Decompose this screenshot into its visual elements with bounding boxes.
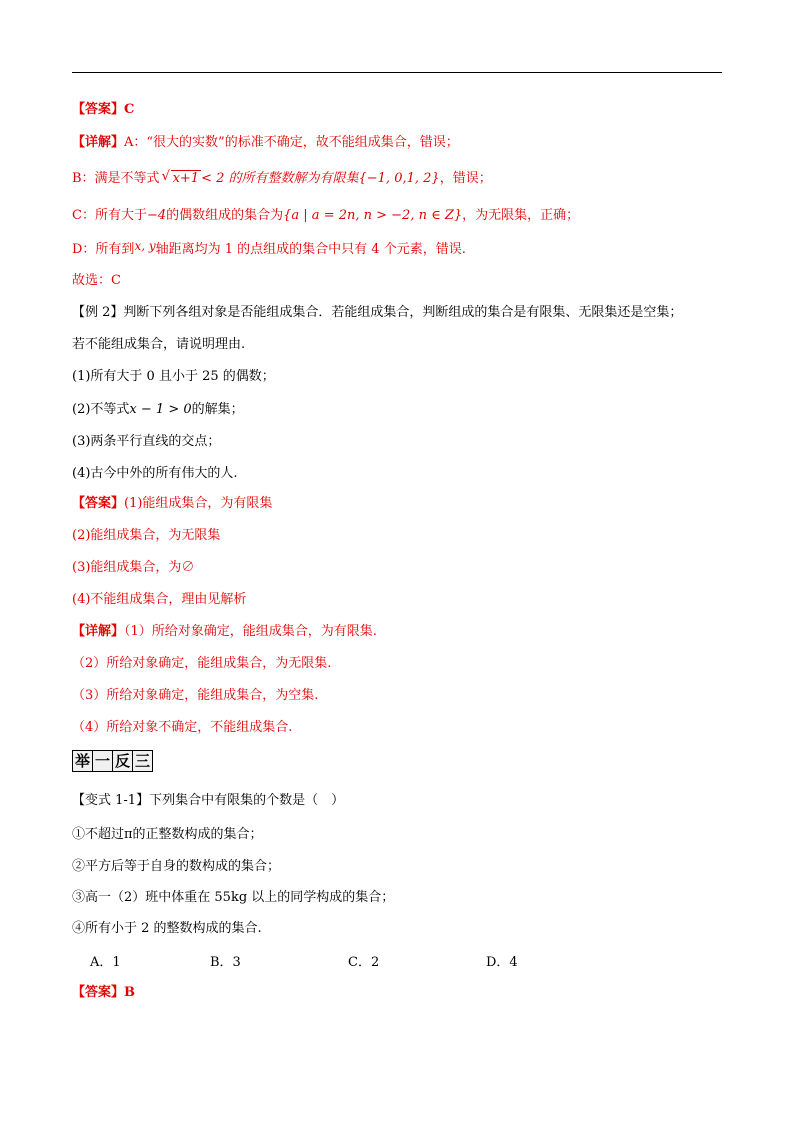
header-rule — [72, 72, 722, 73]
item-2-pre: (2)不等式 — [72, 402, 130, 417]
answer-2-line-4: (4)不能组成集合，理由见解析 — [72, 592, 247, 607]
detail-2-line-2: （2）所给对象确定，能组成集合，为无限集. — [72, 656, 332, 671]
answer-tag: 【答案】 — [72, 496, 125, 511]
variant-item-4: ④所有小于 2 的整数构成的集合. — [72, 921, 262, 936]
detail-1-c-pre: C：所有大于 — [72, 208, 147, 223]
answer-2-text-1: (1)能组成集合，为有限集 — [124, 496, 273, 511]
conclusion-1: 故选：C — [72, 273, 121, 288]
variant-question-text: 下列集合中有限集的个数是（ ） — [149, 793, 345, 808]
variant-item-1: ①不超过π的正整数构成的集合； — [72, 827, 263, 842]
detail-1-c-num: −4 — [146, 208, 167, 223]
answer-1 — [72, 101, 134, 119]
detail-1-b-mid: < 2 的所有整数解为有限集 — [201, 171, 359, 186]
example-2-line-1 — [72, 304, 682, 322]
variant-item-3: ③高一（2）班中体重在 55kg 以上的同学构成的集合； — [72, 890, 395, 905]
detail-2-line-4: （4）所给对象不确定，不能组成集合. — [72, 720, 293, 735]
detail-2-line-1 — [72, 623, 377, 641]
detail-1-b-pre: B：满是不等式 — [72, 171, 160, 186]
choice-c[interactable]: C．2 — [348, 955, 380, 970]
infinite-set: {a | a = 2n, n > −2, n ∈ Z} — [283, 208, 463, 223]
example-2-line-2: 若不能组成集合，请说明理由. — [72, 337, 246, 352]
finite-set: {−1, 0,1, 2} — [358, 171, 440, 186]
detail-1-b-post: ，错误； — [439, 171, 492, 186]
badge-char-2: 一 — [92, 750, 113, 772]
variant-item-2: ②平方后等于自身的数构成的集合； — [72, 859, 281, 874]
detail-2-text-1: （1）所给对象确定，能组成集合，为有限集. — [124, 624, 377, 639]
answer-tag: 【答案】 — [72, 102, 125, 117]
item-2-post: 的解集； — [191, 402, 244, 417]
answer-2-line-3: (3)能组成集合，为∅ — [72, 560, 195, 575]
detail-1-c-post: ，为无限集，正确； — [462, 208, 580, 223]
answer-2-line-1 — [72, 495, 272, 513]
badge-char-1: 举 — [72, 750, 93, 772]
choice-b[interactable]: B．3 — [210, 955, 241, 970]
detail-1-b — [72, 170, 492, 188]
sqrt-body: x+1 — [172, 171, 200, 186]
badge-char-3: 反 — [112, 750, 133, 772]
detail-1-d — [72, 240, 466, 259]
detail-1-c-mid: 的偶数组成的集合为 — [166, 208, 284, 223]
example-2-item-1: (1)所有大于 0 且小于 25 的偶数； — [72, 369, 275, 384]
example-2-item-2 — [72, 401, 244, 419]
answer-tag: 【答案】 — [72, 985, 125, 1000]
choice-a[interactable]: A．1 — [90, 955, 121, 970]
example-tag: 【例 2】 — [72, 305, 124, 320]
variant-question — [72, 792, 344, 810]
detail-2-line-3: （3）所给对象确定，能组成集合，为空集. — [72, 688, 319, 703]
example-2-item-4: (4)古今中外的所有伟大的人. — [72, 466, 238, 481]
section-badge — [72, 750, 152, 772]
detail-1-a-text: A：“很大的实数”的标准不确定，故不能组成集合，错误； — [124, 135, 459, 150]
detail-tag: 【详解】 — [72, 624, 125, 639]
answer-value: C — [124, 102, 135, 117]
badge-char-4: 三 — [132, 750, 153, 772]
detail-1-d-post: 轴距离均为 1 的点组成的集合中只有 4 个元素，错误. — [155, 242, 466, 257]
example-2-item-3: (3)两条平行直线的交点； — [72, 434, 221, 449]
variant-tag: 【变式 1-1】 — [72, 793, 150, 808]
detail-1-c — [72, 207, 579, 225]
sqrt-expression: √ x+1 — [161, 169, 200, 186]
answer-2-line-2: (2)能组成集合，为无限集 — [72, 528, 221, 543]
detail-1-d-pre: D：所有到 — [72, 242, 135, 257]
example-question: 判断下列各组对象是否能组成集合．若能组成集合，判断组成的集合是有限集、无限集还是空集； — [123, 305, 683, 320]
axis-vars: x, y — [134, 239, 156, 253]
answer-value: B — [124, 985, 136, 1000]
detail-1-a — [72, 134, 459, 152]
choice-d[interactable]: D．4 — [486, 955, 518, 970]
detail-tag: 【详解】 — [72, 135, 125, 150]
answer-3 — [72, 984, 135, 1002]
inequality: x − 1 > 0 — [129, 402, 192, 417]
